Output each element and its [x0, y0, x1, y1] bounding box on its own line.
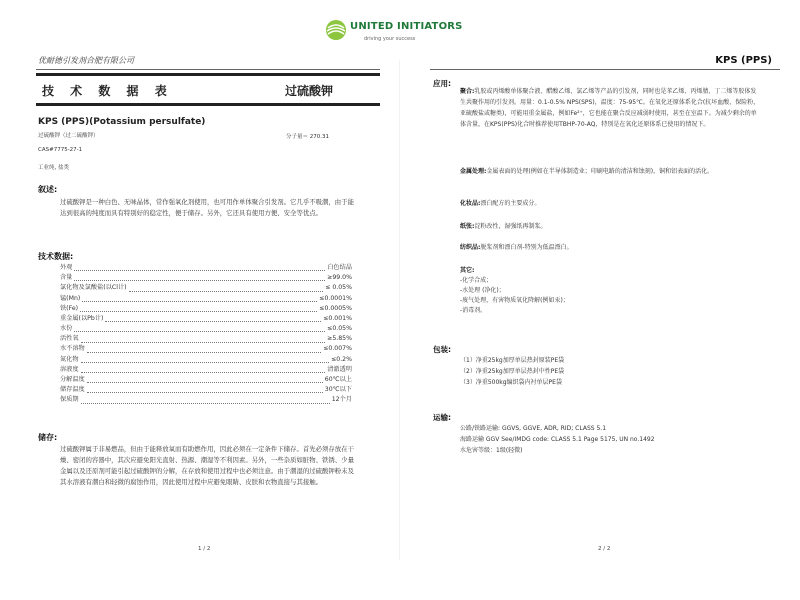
polymer-paragraph — [460, 86, 760, 130]
spec-value: ≤0.0005% — [319, 304, 352, 312]
other-label: 其它: — [460, 267, 475, 274]
packaging-heading: 包装: — [433, 345, 451, 354]
description-text: 过硫酸钾是一种白色、无味晶体，常作强氧化剂使用，也可用作单体聚合引发剂。它几乎不吸潮，由于能达到很高的纯度而具有特别好的稳定性，便于储存。另外，它还具有使用方便、安全等优点。 — [60, 198, 354, 217]
transport-item: 海路运输 GGV See/IMDG code: CLASS 5.1 Page 5175, UN no.1492 — [460, 436, 655, 443]
header-rule-thick — [36, 73, 380, 76]
spec-value: 清澈透明 — [327, 365, 352, 373]
spec-leader-dots — [74, 331, 325, 332]
tech-data-heading: 技术数据: — [38, 252, 74, 261]
spec-row — [60, 355, 352, 365]
paper-paragraph — [460, 221, 760, 232]
paper-label: 纸张: — [460, 223, 475, 230]
other-item: -化学合成； — [460, 277, 493, 284]
spec-leader-dots — [105, 321, 321, 322]
page-2 — [400, 0, 800, 600]
spec-leader-dots — [81, 342, 326, 343]
page-number: 1 / 2 — [198, 546, 211, 552]
cas-number: CAS#7775-27-1 — [38, 147, 83, 153]
textile-label: 纺织品: — [460, 244, 481, 251]
spec-value: ≤0.007% — [323, 345, 352, 353]
product-category: 工业纯, 盐类 — [38, 165, 69, 171]
product-name: KPS (PPS)(Potassium persulfate) — [38, 117, 206, 127]
spec-leader-dots — [87, 382, 323, 383]
cosmetic-text: 漂白配方的主要成分。 — [480, 200, 541, 207]
packaging-item: （1）净重25kg加厚单层热封原装PE袋 — [460, 357, 565, 364]
header-rule — [36, 69, 380, 70]
packaging-item: （2）净重25kg加厚单层热封中性PE袋 — [460, 368, 565, 375]
spec-value: ≤ 0.05% — [325, 284, 352, 292]
application-heading: 应用: — [433, 79, 451, 88]
spec-row — [60, 273, 352, 283]
spec-row — [60, 385, 352, 395]
spec-key: 储存温度 — [60, 386, 85, 394]
spec-row — [60, 345, 352, 355]
spec-leader-dots — [81, 372, 326, 373]
cosmetic-paragraph — [460, 198, 760, 209]
spec-leader-dots — [80, 311, 317, 312]
storage-heading: 储存: — [38, 433, 58, 442]
spec-row — [60, 263, 352, 273]
spec-value: 60℃以上 — [324, 376, 352, 384]
spec-row — [60, 304, 352, 314]
spec-row — [60, 324, 352, 334]
spec-key: 保质期 — [60, 396, 79, 404]
spec-row — [60, 395, 352, 405]
spec-key: 溶液度 — [60, 365, 79, 373]
spec-key: 水份 — [60, 325, 73, 333]
molecular-weight: 分子量＝ 270.31 — [286, 134, 329, 140]
spec-value: ≤0.001% — [323, 314, 352, 322]
spec-key: 氮化物 — [60, 355, 79, 363]
packaging-item: （3）净重500kg编织袋内衬单层PE袋 — [460, 379, 562, 386]
spec-row — [60, 334, 352, 344]
transport-item: 水危害等级：1级(轻微) — [460, 447, 523, 454]
datasheet-title: 技 术 数 据 表 — [42, 84, 173, 98]
spec-value: ≥99.0% — [327, 274, 352, 282]
spec-row — [60, 314, 352, 324]
other-item: -水处理 (净化)； — [460, 287, 505, 294]
spec-key: 重金属(以Pb计) — [60, 314, 104, 322]
spec-key: 分解温度 — [60, 376, 85, 384]
spec-leader-dots — [74, 280, 325, 281]
spec-leader-dots — [81, 362, 330, 363]
spec-leader-dots — [74, 270, 325, 271]
company-name: 优耐德引发剂合肥有限公司 — [38, 56, 134, 65]
spec-row — [60, 365, 352, 375]
spec-value: ≤0.0001% — [319, 294, 352, 302]
other-item: -消毒剂。 — [460, 307, 487, 314]
spec-value: 30℃以下 — [324, 386, 352, 394]
metal-label: 金属处理: — [460, 168, 487, 175]
spec-leader-dots — [129, 291, 324, 292]
spec-value: ≤0.2% — [331, 355, 352, 363]
spec-value: ≤0.05% — [327, 325, 352, 333]
cosmetic-label: 化妆品: — [460, 200, 481, 207]
spec-key: 锰(Mn) — [60, 294, 81, 302]
page2-header-rule — [430, 69, 780, 70]
polymer-label: 聚合: — [460, 88, 475, 95]
textile-paragraph — [460, 242, 760, 253]
spec-key: 氯化物及氯酸盐(以Cl计) — [60, 284, 127, 292]
spec-key: 外观 — [60, 263, 73, 271]
spec-key: 水不溶物 — [60, 345, 85, 353]
spec-leader-dots — [81, 403, 330, 404]
spec-key: 含量 — [60, 274, 73, 282]
storage-text: 过硫酸钾属于非易燃品，但由于能释放氧而有助燃作用，因此必须在一定条件下储存。首先必须存放在干燥、密闭的容器中，其次应避免阳光直射、热源、潮湿等不利因素。另外，一些杂质如脏物、铁锈、少量金属以及还原剂可能引起过硫酸钾的分解，在存放和使用过程中也必须注意。由于潮湿的过硫酸钾粉末及其水溶液有潮白和轻微的腐蚀作用，因此使用过程中应避免眼睛、皮肤和衣物直接与其接触。 — [60, 445, 354, 486]
spec-list — [60, 263, 352, 406]
spec-row — [60, 375, 352, 385]
metal-text: 金属表面的处理(例如在半导体制造业；印刷电路的清洁和蚀刻)，铜和铝表面的活化。 — [486, 168, 714, 175]
metal-paragraph — [460, 166, 760, 177]
spec-leader-dots — [82, 301, 317, 302]
spec-key: 铁(Fe) — [60, 304, 79, 312]
logo-tagline: driving your success — [364, 36, 416, 42]
spec-leader-dots — [87, 352, 321, 353]
spec-value: 12个月 — [331, 396, 352, 404]
spec-row — [60, 294, 352, 304]
transport-heading: 运输: — [433, 413, 451, 422]
spec-key: 活性氧 — [60, 335, 79, 343]
paper-text: 淀粉改性，湿强纸再制浆。 — [474, 223, 547, 230]
spec-value: ≥5.85% — [327, 335, 352, 343]
logo-wordmark: UNITED INITIATORS — [350, 21, 463, 32]
spec-leader-dots — [87, 392, 323, 393]
spec-value: 白色结晶 — [327, 263, 352, 271]
chinese-name: 过硫酸钾（过二硫酸钾） — [38, 133, 99, 139]
spec-row — [60, 283, 352, 293]
title-rule — [36, 103, 380, 106]
description-heading: 叙述: — [38, 185, 58, 194]
textile-text: 脱浆剂和漂白剂-特别为低温漂白。 — [480, 244, 573, 251]
other-item: -废气处理，有害物质氧化降解(例如汞)； — [460, 297, 569, 304]
transport-item: 公路/铁路运输: GGVS, GGVE, ADR, RID; CLASS 5.1 — [460, 425, 607, 432]
page-number: 2 / 2 — [598, 546, 611, 552]
product-title: 过硫酸钾 — [285, 84, 334, 98]
polymer-text: 乳胶或丙烯酸单体聚合液、醋酸乙烯、氯乙烯等产品的引发剂，同时也是苯乙烯、丙烯腈、丁二烯等胶体发生共聚作用的引发剂。用量：0.1-0.5% NPS(SPS)，温度：75-95℃。在氧化还原体系化合(抗坏血酸，保险粉，亚硫酸盐或糖类)，可能用重金属盐，例如Fe²⁺，它也能在聚合反应减弱时使用，甚至在室温下。为减少剩余的单体含量，在KPS(PPS)化合时推荐使用TBHP-70-AQ，特别是在氧化还原体系已使用的情况下。 — [460, 88, 760, 128]
page2-header: KPS (PPS) — [715, 55, 772, 66]
